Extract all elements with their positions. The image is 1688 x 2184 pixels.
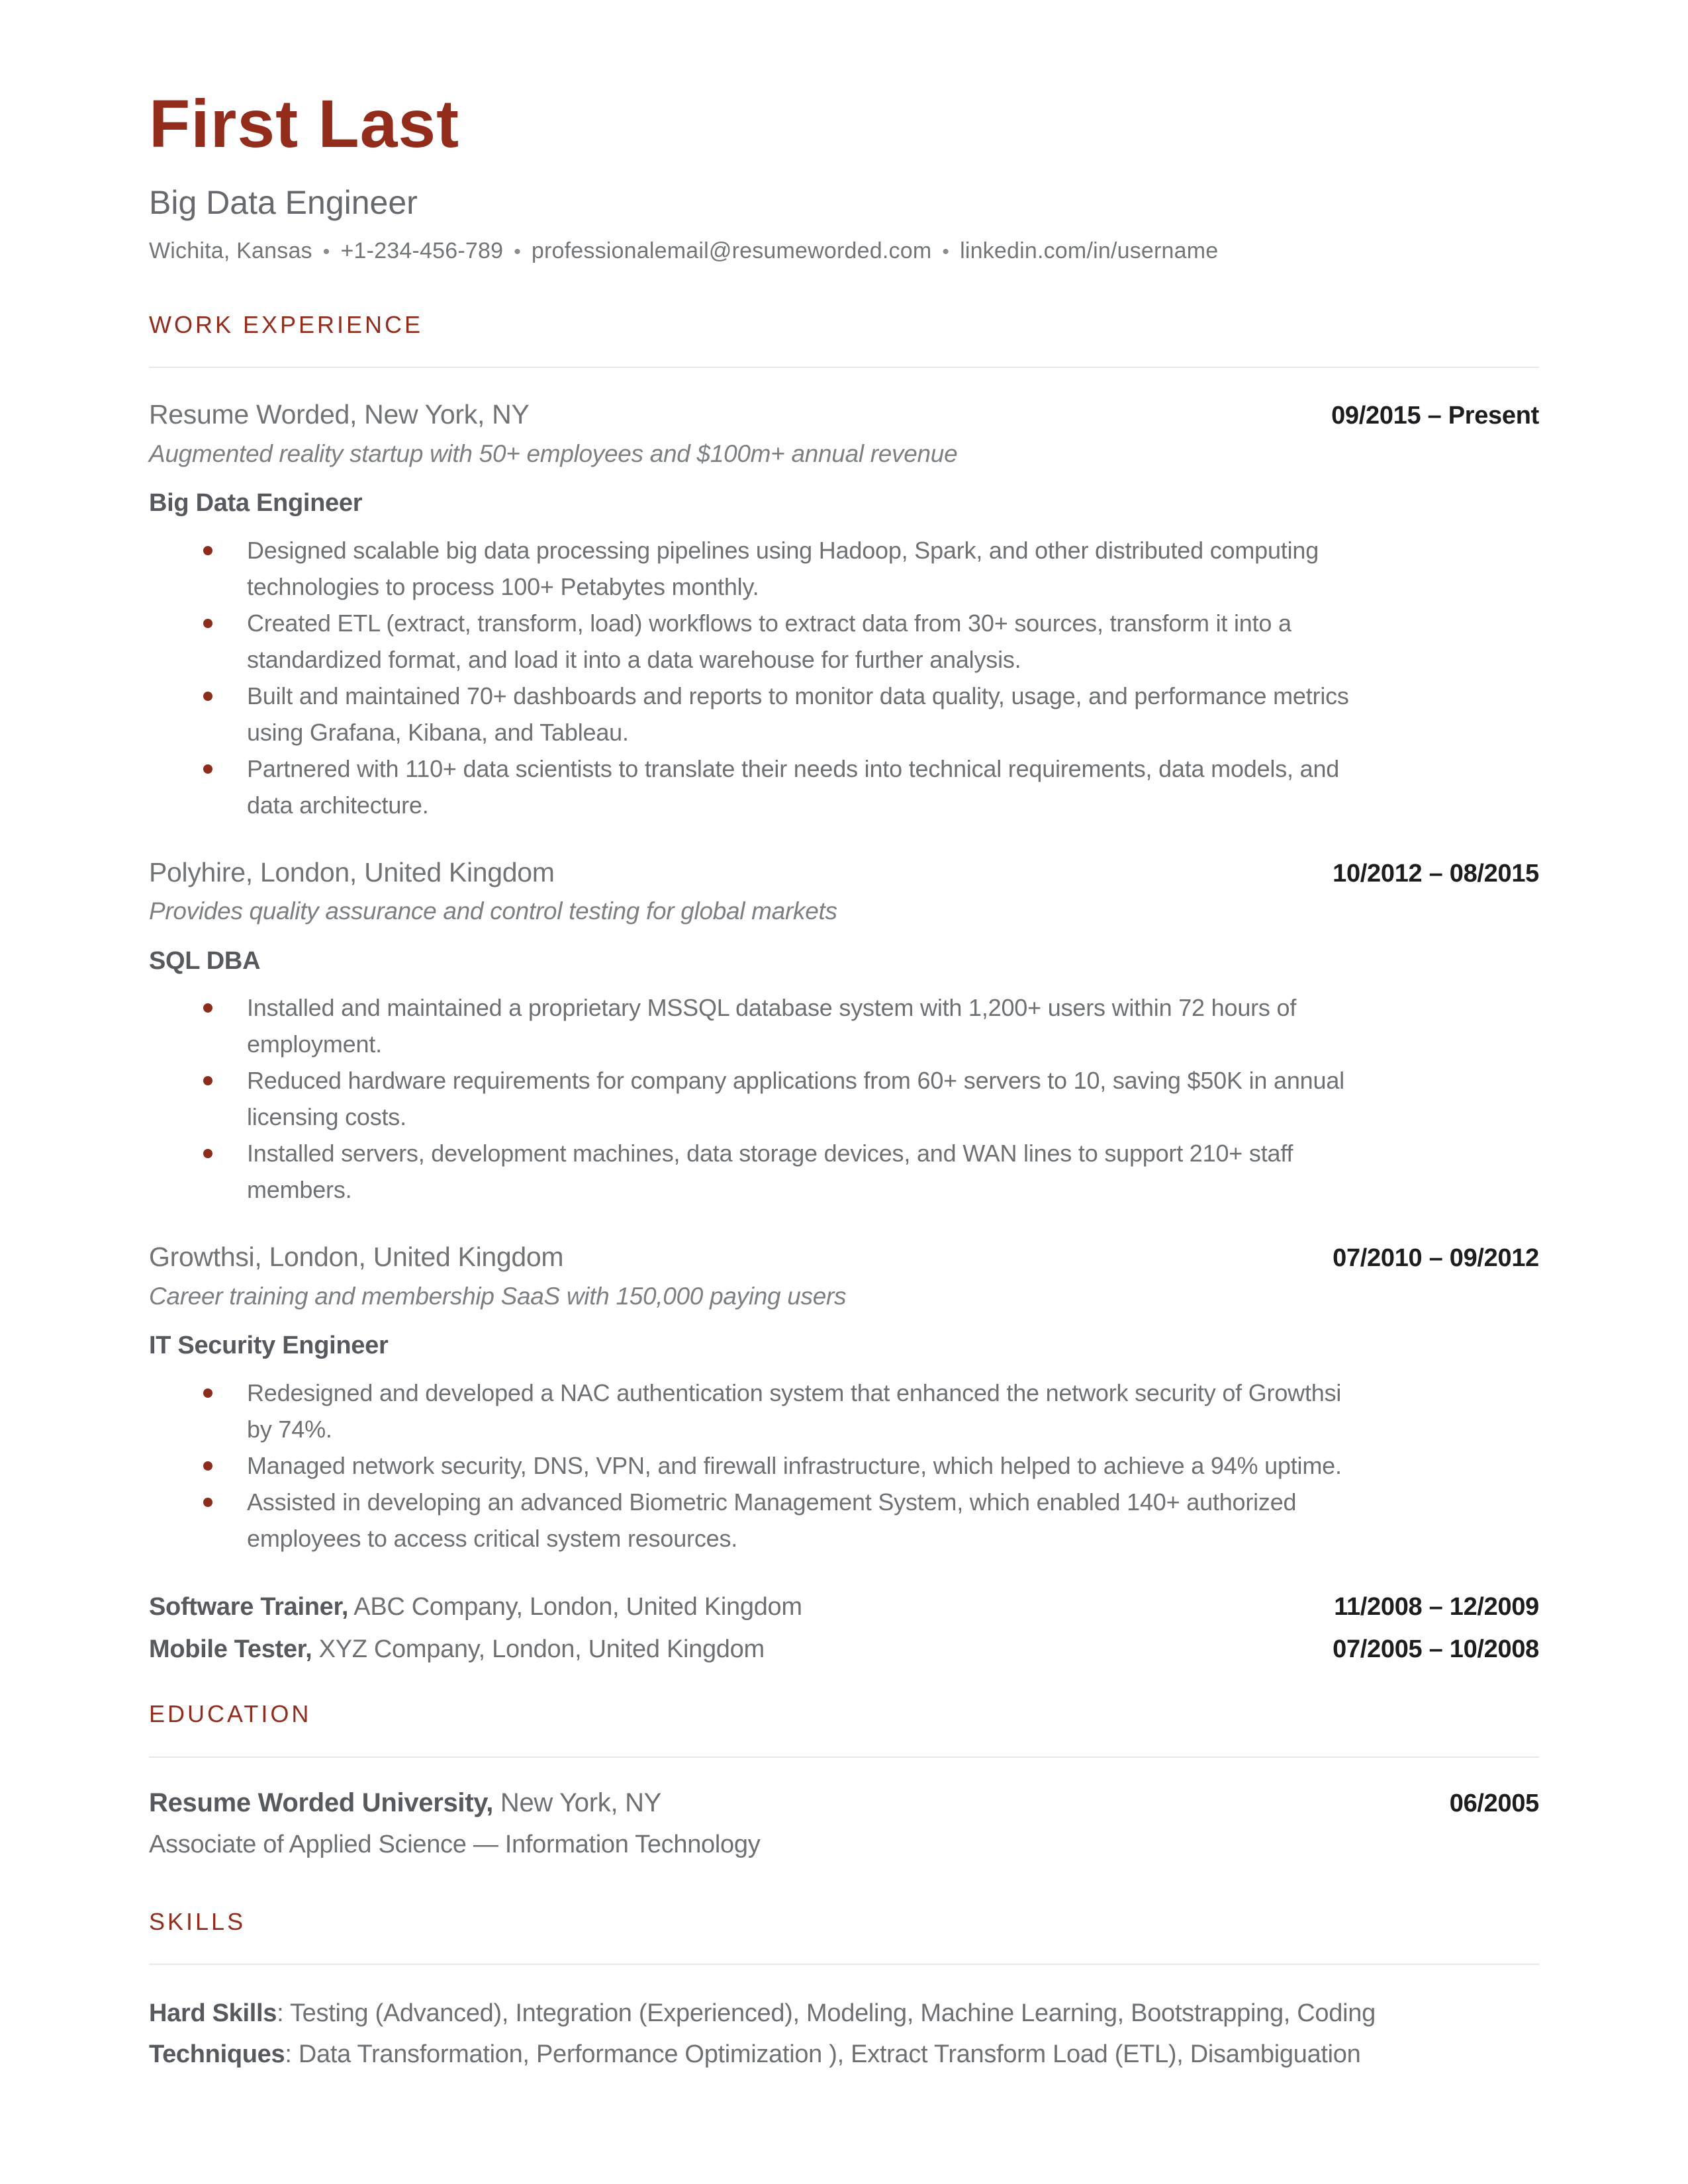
short-role-row bbox=[149, 1586, 1539, 1628]
short-role-title: Mobile Tester, bbox=[149, 1635, 312, 1663]
section-divider bbox=[149, 1756, 1539, 1758]
bullet-line: employees to access critical system resources. bbox=[247, 1524, 738, 1552]
section-divider bbox=[149, 1964, 1539, 1965]
skills-category-label: Hard Skills bbox=[149, 1999, 277, 2028]
bullet-icon bbox=[203, 619, 212, 628]
bullet-icon bbox=[203, 1003, 212, 1013]
bullet-line: by 74%. bbox=[247, 1415, 332, 1443]
bullet-line: Redesigned and developed a NAC authentication system that enhanced the network security of Growthsi bbox=[247, 1379, 1342, 1406]
contact-phone: +1-234-456-789 bbox=[340, 238, 504, 264]
degree-line: Associate of Applied Science — Information Technology bbox=[149, 1831, 761, 1859]
section-work-experience bbox=[149, 312, 1539, 1670]
section-divider bbox=[149, 367, 1539, 368]
bullet-line: licensing costs. bbox=[247, 1103, 406, 1131]
section-heading-skills: SKILLS bbox=[149, 1907, 246, 1935]
skills-category-label: Techniques bbox=[149, 2040, 285, 2069]
job-header-row bbox=[149, 1241, 1539, 1274]
bullet-item bbox=[149, 1062, 1539, 1135]
bullet-icon bbox=[203, 1149, 212, 1158]
bullet-item bbox=[149, 678, 1539, 751]
section-skills bbox=[149, 1909, 1539, 2075]
skills-line bbox=[149, 2034, 1539, 2075]
job-dates: 10/2012 – 08/2015 bbox=[1333, 859, 1539, 887]
dot-separator-icon: • bbox=[942, 241, 950, 263]
bullet-icon bbox=[203, 546, 212, 555]
section-heading-work: WORK EXPERIENCE bbox=[149, 310, 424, 338]
contact-email: professionalemail@resumeworded.com bbox=[531, 238, 932, 264]
bullet-item bbox=[149, 1375, 1539, 1447]
short-role-company: ABC Company, London, United Kingdom bbox=[348, 1592, 802, 1621]
company-line: Polyhire, London, United Kingdom bbox=[149, 856, 555, 887]
school-location: New York, NY bbox=[493, 1788, 662, 1817]
school-name: Resume Worded University, bbox=[149, 1788, 494, 1817]
bullet-item bbox=[149, 1135, 1539, 1208]
company-description: Provides quality assurance and control testing for global markets bbox=[149, 897, 837, 925]
company-description: Career training and membership SaaS with 150,000 paying users bbox=[149, 1283, 847, 1310]
bullet-line: Installed and maintained a proprietary MSSQL database system with 1,200+ users within 72 hours of bbox=[247, 994, 1297, 1022]
skills-block bbox=[149, 1993, 1539, 2075]
person-name: First Last bbox=[149, 86, 460, 161]
short-role-line bbox=[149, 1586, 802, 1628]
bullet-item bbox=[149, 1447, 1539, 1484]
bullet-icon bbox=[203, 764, 212, 774]
bullet-item bbox=[149, 605, 1539, 678]
company-description: Augmented reality startup with 50+ employees and $100m+ annual revenue bbox=[149, 439, 958, 467]
education-date: 06/2005 bbox=[1449, 1789, 1539, 1817]
bullet-line: Created ETL (extract, transform, load) workflows to extract data from 30+ sources, transform it into a bbox=[247, 609, 1291, 637]
job-entry-polyhire bbox=[149, 856, 1539, 1208]
bullet-line: using Grafana, Kibana, and Tableau. bbox=[247, 718, 629, 746]
bullet-list bbox=[149, 532, 1539, 823]
job-header-row bbox=[149, 398, 1539, 432]
bullet-line: technologies to process 100+ Petabytes monthly. bbox=[247, 572, 759, 600]
bullet-line: standardized format, and load it into a data warehouse for further analysis. bbox=[247, 645, 1021, 673]
job-entry-resume-worded bbox=[149, 398, 1539, 823]
job-dates: 09/2015 – Present bbox=[1331, 402, 1539, 430]
bullet-item bbox=[149, 532, 1539, 605]
bullet-icon bbox=[203, 1461, 212, 1471]
contact-line bbox=[149, 237, 1539, 265]
job-header-row bbox=[149, 856, 1539, 889]
bullet-line: Built and maintained 70+ dashboards and reports to monitor data quality, usage, and performance metrics bbox=[247, 682, 1349, 709]
bullet-item bbox=[149, 751, 1539, 823]
job-title: Big Data Engineer bbox=[149, 489, 363, 518]
bullet-line: Installed servers, development machines, data storage devices, and WAN lines to support 210+ staff bbox=[247, 1140, 1293, 1167]
person-job-title: Big Data Engineer bbox=[149, 184, 418, 222]
dot-separator-icon: • bbox=[514, 241, 521, 263]
section-education bbox=[149, 1701, 1539, 1861]
bullet-icon bbox=[203, 1498, 212, 1507]
job-entry-growthsi bbox=[149, 1241, 1539, 1557]
bullet-list bbox=[149, 989, 1539, 1208]
short-role-company: XYZ Company, London, United Kingdom bbox=[312, 1635, 765, 1663]
skills-items: : Data Transformation, Performance Optimization ), Extract Transform Load (ETL), Disambiguation bbox=[285, 2040, 1361, 2069]
company-line: Resume Worded, New York, NY bbox=[149, 399, 530, 430]
bullet-line: Partnered with 110+ data scientists to translate their needs into technical requirements, data models, and bbox=[247, 754, 1340, 782]
short-role-title: Software Trainer, bbox=[149, 1592, 349, 1621]
resume-header bbox=[149, 87, 1539, 265]
job-title: IT Security Engineer bbox=[149, 1332, 389, 1360]
bullet-line: Reduced hardware requirements for company applications from 60+ servers to 10, saving $50K in annual bbox=[247, 1067, 1344, 1095]
dot-separator-icon: • bbox=[322, 241, 330, 263]
bullet-line: data architecture. bbox=[247, 791, 429, 819]
bullet-icon bbox=[203, 1076, 212, 1085]
bullet-line: Assisted in developing an advanced Biometric Management System, which enabled 140+ authorized bbox=[247, 1488, 1297, 1516]
bullet-line: employment. bbox=[247, 1030, 382, 1058]
bullet-line: Designed scalable big data processing pipelines using Hadoop, Spark, and other distributed computing bbox=[247, 536, 1319, 564]
education-header-row bbox=[149, 1788, 1539, 1819]
job-dates: 07/2005 – 10/2008 bbox=[1333, 1635, 1539, 1663]
bullet-icon bbox=[203, 1388, 212, 1398]
bullet-icon bbox=[203, 692, 212, 701]
company-line: Growthsi, London, United Kingdom bbox=[149, 1242, 564, 1273]
bullet-line: members. bbox=[247, 1176, 352, 1204]
bullet-item bbox=[149, 989, 1539, 1062]
bullet-line: Managed network security, DNS, VPN, and firewall infrastructure, which helped to achieve a 94% uptime. bbox=[247, 1451, 1342, 1479]
contact-linkedin: linkedin.com/in/username bbox=[960, 238, 1219, 264]
job-dates: 11/2008 – 12/2009 bbox=[1334, 1592, 1539, 1621]
short-role-row bbox=[149, 1628, 1539, 1670]
section-heading-education: EDUCATION bbox=[149, 1700, 312, 1727]
skills-line bbox=[149, 1993, 1539, 2034]
short-roles bbox=[149, 1586, 1539, 1670]
bullet-item bbox=[149, 1484, 1539, 1557]
bullet-list bbox=[149, 1375, 1539, 1557]
job-dates: 07/2010 – 09/2012 bbox=[1333, 1244, 1539, 1273]
contact-location: Wichita, Kansas bbox=[149, 238, 312, 264]
skills-items: : Testing (Advanced), Integration (Experienced), Modeling, Machine Learning, Bootstrapping, Coding bbox=[277, 1999, 1376, 2028]
job-title: SQL DBA bbox=[149, 946, 261, 975]
school-line bbox=[149, 1788, 661, 1818]
short-role-line bbox=[149, 1628, 765, 1670]
